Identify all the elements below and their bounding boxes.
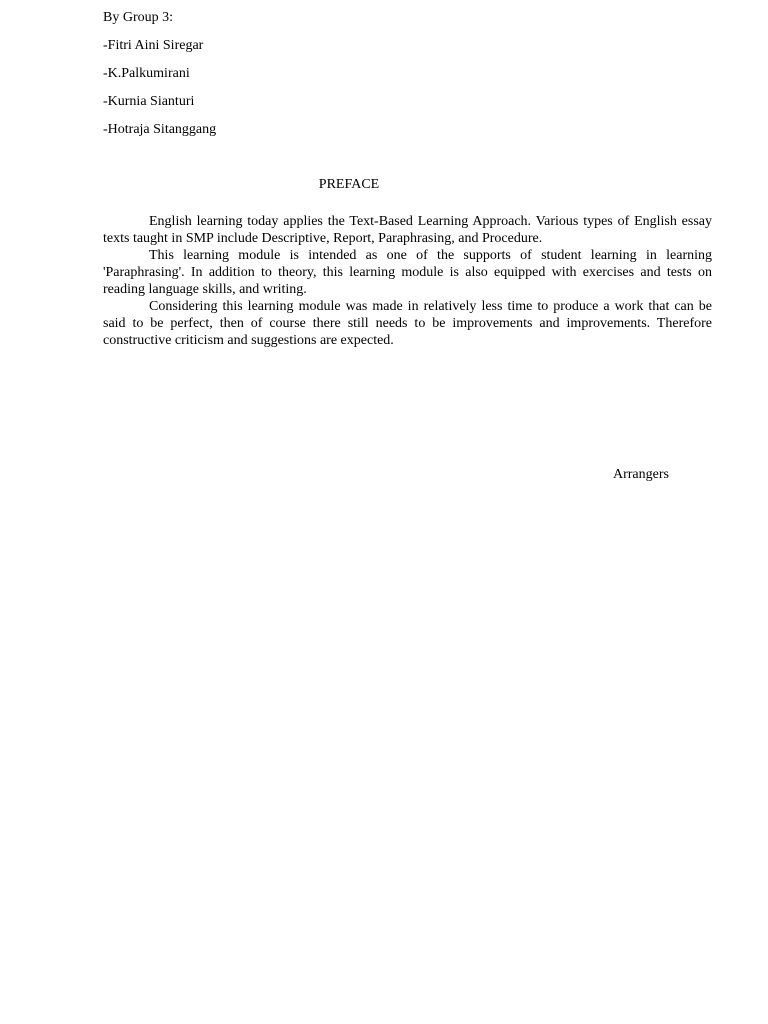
group-heading: By Group 3: bbox=[103, 10, 173, 25]
preface-title: PREFACE bbox=[318, 177, 380, 192]
author-name: -K.Palkumirani bbox=[103, 66, 190, 81]
author-name: -Kurnia Sianturi bbox=[103, 94, 195, 109]
paragraph: Considering this learning module was made in relatively less time to produce a work that can be said to be perfect, then of course there still needs to be improvements and improvements. Therefore constructive criticism and suggestions are expected. bbox=[103, 299, 712, 348]
author-name: -Fitri Aini Siregar bbox=[103, 38, 204, 53]
author-name: -Hotraja Sitanggang bbox=[103, 122, 217, 137]
paragraph: This learning module is intended as one of the supports of student learning in learning 'Paraphrasing'. In addition to theory, this learning module is also equipped with exercises and tests on reading language skills, and writing. bbox=[103, 248, 712, 297]
author-list bbox=[103, 9, 503, 149]
paragraph: English learning today applies the Text-Based Learning Approach. Various types of English essay texts taught in SMP include Descriptive, Report, Paraphrasing, and Procedure. bbox=[103, 214, 712, 246]
signature: Arrangers bbox=[613, 467, 669, 482]
preface-body bbox=[103, 213, 712, 349]
